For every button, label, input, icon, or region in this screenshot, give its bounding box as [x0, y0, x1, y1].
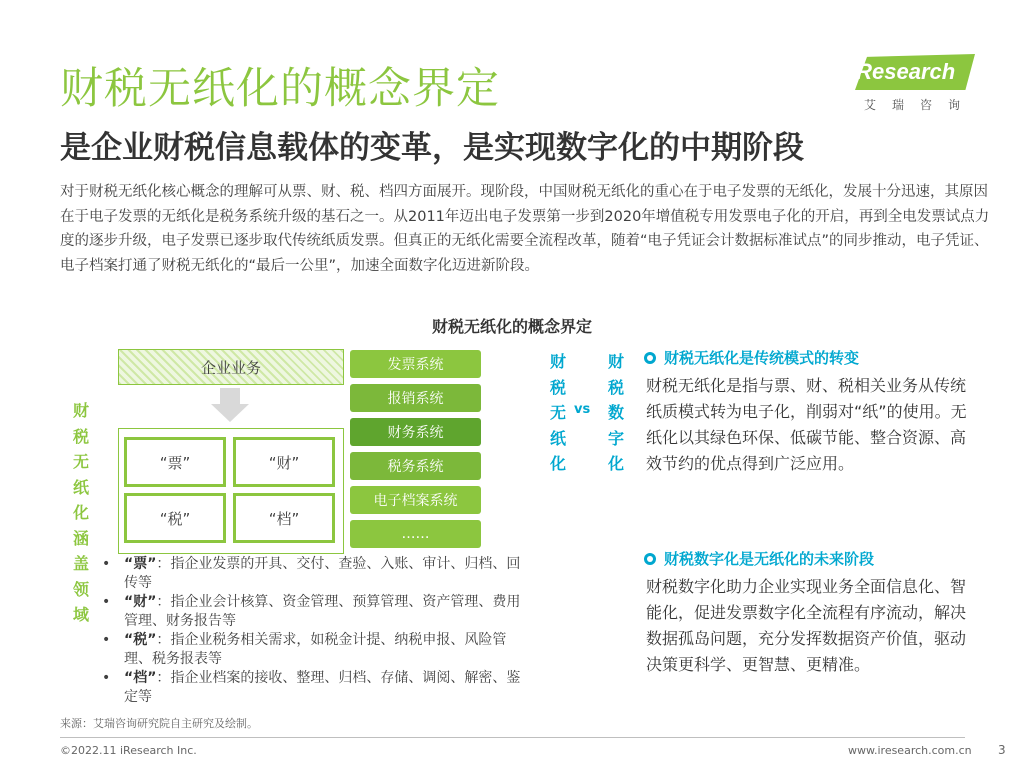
cell-archive: “档”: [233, 493, 335, 543]
diagram-title: 财税无纸化的概念界定: [431, 317, 592, 336]
iresearch-logo: [840, 50, 980, 120]
coverage-vertical-label: 财税无纸化涵盖领域: [72, 401, 89, 624]
domain-bullet-list: [94, 555, 524, 707]
bullet-dot: •: [102, 594, 111, 610]
paperless-vertical-label: 财税无纸化: [549, 352, 566, 473]
page-title: 财税无纸化的概念界定: [60, 64, 500, 114]
system-tax: 税务系统: [350, 452, 481, 480]
digitalization-vertical-label: 财税数字化: [607, 352, 624, 473]
footer-website[interactable]: www.iresearch.com.cn: [848, 744, 972, 757]
bullet-dot: •: [102, 556, 111, 572]
system-more: ……: [350, 520, 481, 548]
footer-copyright: ©2022.11 iResearch Inc.: [60, 744, 197, 757]
bullet-text: ：指企业会计核算、资金管理、预算管理、资产管理、费用管理、财务报告等: [124, 594, 521, 629]
bullet-text: ：指企业发票的开具、交付、查验、入账、审计、归档、回传等: [124, 556, 521, 591]
system-reimbursement: 报销系统: [350, 384, 481, 412]
source-note: 来源：艾瑞咨询研究院自主研究及绘制。: [60, 717, 258, 730]
bullet-text: ：指企业税务相关需求，如税金计提、纳税申报、风险管理、税务报表等: [124, 632, 507, 667]
section-body-paperless: 财税无纸化是指与票、财、税相关业务从传统纸质模式转为电子化，削弱对“纸”的使用。无纸化以其绿色环保、低碳节能、整合资源、高效节约的优点得到广泛应用。: [646, 376, 967, 473]
circle-dot-icon: [644, 352, 656, 364]
section-heading-text: 财税无纸化是传统模式的转变: [664, 349, 860, 367]
cell-tax: “税”: [124, 493, 226, 543]
bullet-dot: •: [102, 670, 111, 686]
bullet-key: “税”: [124, 632, 157, 648]
vs-label: vs: [574, 402, 591, 417]
page-subtitle: 是企业财税信息载体的变革，是实现数字化的中期阶段: [60, 130, 804, 166]
bullet-archive: [94, 669, 524, 707]
bullet-finance: [94, 593, 524, 631]
system-invoice: 发票系统: [350, 350, 481, 378]
section-heading-digital: [644, 548, 874, 569]
bullet-tax: [94, 631, 524, 669]
down-arrow-head: [211, 404, 249, 422]
section-heading-text: 财税数字化是无纸化的未来阶段: [664, 550, 875, 568]
footer-divider: [60, 737, 965, 738]
intro-paragraph: 对于财税无纸化核心概念的理解可从票、财、税、档四方面展开。现阶段，中国财税无纸化的重心在于电子发票的无纸化，发展十分迅速，其原因在于电子发票的无纸化是税务系统升级的基石之一。从2011年迈出电子发票第一步到2020年增值税专用发票电子化的开启，再到全电发票试点力度的逐步升级，电子发票已逐步取代传统纸质发票。但真正的无纸化需要全流程改革，随着“电子凭证会计数据标准试点”的同步推动，电子凭证、电子档案打通了财税无纸化的“最后一公里”，加速全面数字化迈进新阶段。: [60, 184, 990, 274]
circle-dot-icon: [644, 553, 656, 565]
enterprise-business-box: 企业业务: [118, 349, 344, 385]
bullet-dot: •: [102, 632, 111, 648]
cell-finance: “财”: [233, 437, 335, 487]
logo-brand: iResearch: [850, 59, 956, 84]
logo-cn-name: 艾瑞咨询: [864, 98, 977, 112]
section-body-digital: 财税数字化助力企业实现业务全面信息化、智能化，促进发票数字化全流程有序流动，解决数据孤岛问题，充分发挥数据资产价值，驱动决策更科学、更智慧、更精准。: [646, 577, 967, 674]
bullet-invoice: [94, 555, 524, 593]
down-arrow-icon: [220, 388, 240, 404]
section-heading-paperless: [644, 347, 859, 368]
system-e-archive: 电子档案系统: [350, 486, 481, 514]
bullet-text: ：指企业档案的接收、整理、归档、存储、调阅、解密、鉴定等: [124, 670, 521, 705]
bullet-key: “财”: [124, 594, 157, 610]
system-finance: 财务系统: [350, 418, 481, 446]
cell-invoice: “票”: [124, 437, 226, 487]
bullet-key: “票”: [124, 556, 157, 572]
bullet-key: “档”: [124, 670, 157, 686]
page-number: 3: [998, 743, 1006, 757]
